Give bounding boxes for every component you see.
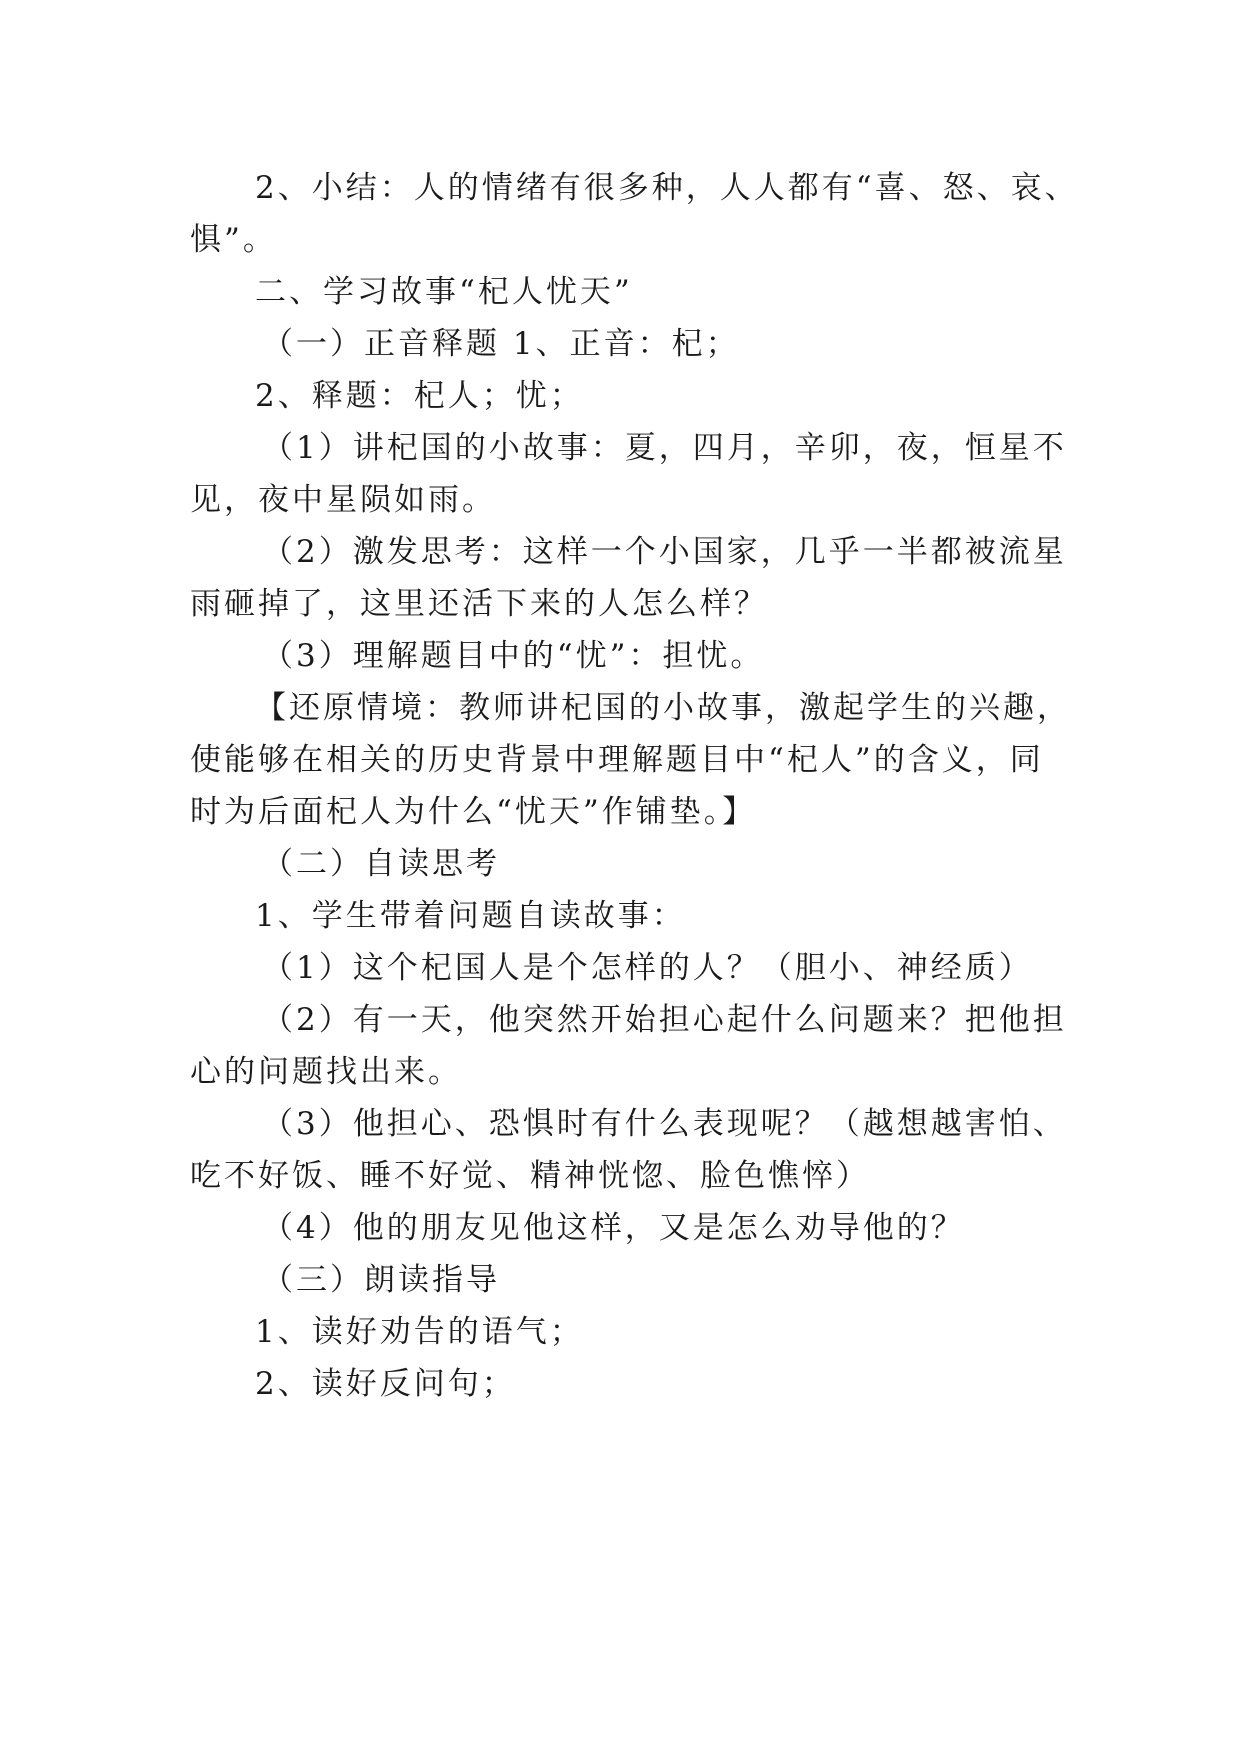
paragraph-line: 2、释题：杞人；忧；: [255, 378, 584, 414]
paragraph-line: 吃不好饭、睡不好觉、精神恍惚、脸色憔悴）: [190, 1158, 870, 1194]
paragraph-line: （3）他担心、恐惧时有什么表现呢？（越想越害怕、: [262, 1106, 1067, 1142]
paragraph-line: 1、读好劝告的语气；: [255, 1314, 584, 1350]
paragraph-line: 1、学生带着问题自读故事：: [255, 898, 686, 934]
section-heading: 二、学习故事“杞人忧天”: [255, 274, 633, 310]
paragraph-line: 见，夜中星陨如雨。: [190, 482, 496, 518]
subsection-heading: （三）朗读指导: [262, 1262, 500, 1298]
paragraph-line: 2、读好反问句；: [255, 1366, 516, 1402]
note-line: 使能够在相关的历史背景中理解题目中“杞人”的含义，同: [190, 742, 1044, 778]
paragraph-line: （2）有一天，他突然开始担心起什么问题来？把他担: [262, 1002, 1067, 1038]
note-line: 【还原情境：教师讲杞国的小故事，激起学生的兴趣，: [255, 690, 1071, 726]
paragraph-line: 雨砸掉了，这里还活下来的人怎么样？: [190, 586, 768, 622]
paragraph-line: 2、小结：人的情绪有很多种，人人都有“喜、怒、哀、: [255, 170, 1079, 206]
subsection-heading: （二）自读思考: [262, 846, 500, 882]
paragraph-line: （3）理解题目中的“忧”：担忧。: [262, 638, 765, 674]
paragraph-line: （1）讲杞国的小故事：夏，四月，辛卯，夜，恒星不: [262, 430, 1067, 466]
paragraph-line: （2）激发思考：这样一个小国家，几乎一半都被流星: [262, 534, 1067, 570]
note-line: 时为后面杞人为什么“忧天”作铺垫。】: [190, 794, 757, 830]
subsection-heading: （一）正音释题 1、正音：杞；: [262, 326, 740, 362]
paragraph-line: 惧”。: [190, 222, 277, 258]
paragraph-line: （1）这个杞国人是个怎样的人？（胆小、神经质）: [262, 950, 1033, 986]
paragraph-line: 心的问题找出来。: [190, 1054, 462, 1090]
paragraph-line: （4）他的朋友见他这样，又是怎么劝导他的？: [262, 1210, 965, 1246]
